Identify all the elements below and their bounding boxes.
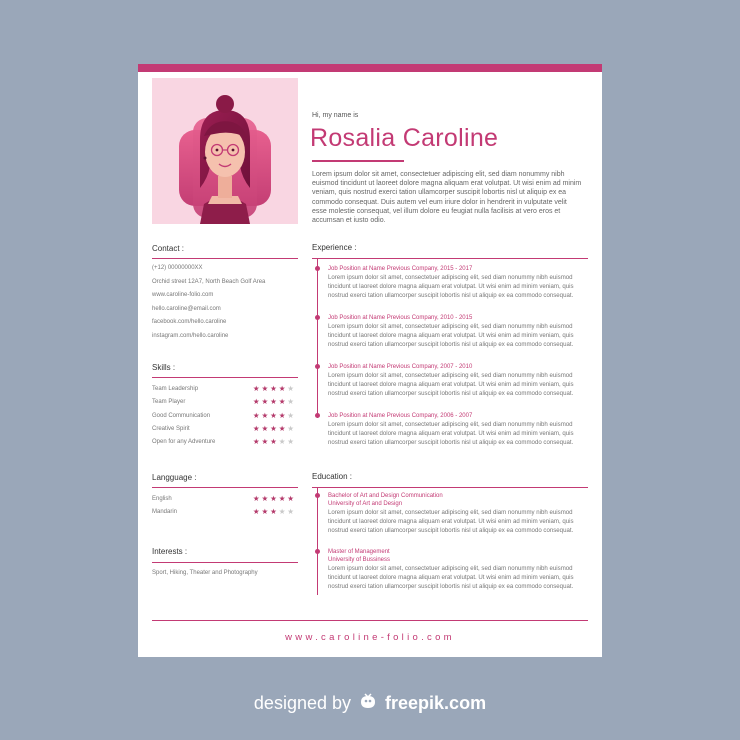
star-filled-icon: ★: [270, 423, 277, 433]
star-filled-icon: ★: [261, 423, 269, 433]
education-timeline: [317, 487, 318, 595]
star-empty-icon: ★: [287, 437, 295, 447]
job-title: Job Position at Name Previous Company, 2007 - 2010: [328, 364, 473, 370]
profile-photo: [152, 78, 298, 224]
language-rating: [252, 508, 295, 516]
skills-list: [152, 385, 302, 451]
star-empty-icon: ★: [287, 423, 295, 433]
credit-prefix: designed by: [253, 693, 351, 713]
education-entry: [328, 548, 592, 591]
interests-text: Sport, Hiking, Theater and Photography: [152, 570, 258, 576]
star-filled-icon: ★: [252, 410, 260, 420]
job-description: Lorem ipsum dolor sit amet, consectetuer adipiscing elit, sed diam nonummy nibh euismod tincidunt ut laoreet dolore magna aliquam erat volutpat. Ut wisi enim ad minim veniam, quis nostrud exerci tation ullamcorper suscipit lobortis nisl ut aliquip ex ea commodo consequat.: [328, 274, 574, 299]
star-empty-icon: ★: [287, 384, 295, 393]
footer-divider: [152, 620, 588, 621]
timeline-dot: [315, 413, 320, 418]
contact-divider: [152, 258, 298, 259]
contact-facebook[interactable]: facebook.com/hello.caroline: [152, 319, 227, 325]
experience-divider: [312, 258, 588, 259]
experience-entry: [328, 314, 592, 349]
timeline-dot: [315, 493, 320, 498]
interests-divider: [152, 562, 298, 563]
experience-entry: [328, 363, 592, 398]
contact-instagram[interactable]: instagram.com/hello.caroline: [152, 332, 229, 339]
contact-list: [152, 264, 302, 345]
skill-label: Good Communication: [152, 412, 211, 419]
skill-label: Open for any Adventure: [152, 439, 216, 446]
freepik-logo-icon: [358, 693, 378, 711]
star-filled-icon: ★: [261, 410, 269, 420]
star-filled-icon: ★: [278, 397, 286, 407]
language-label: Mandarin: [152, 509, 178, 516]
credit-line: [0, 693, 740, 714]
interests-title: Interests :: [152, 547, 188, 556]
job-title: Job Position at Name Previous Company, 2006 - 2007: [328, 413, 473, 419]
credit-brand[interactable]: freepik.com: [385, 693, 487, 713]
skills-title: Skills :: [152, 363, 176, 372]
avatar-illustration: [152, 78, 298, 224]
star-filled-icon: ★: [278, 494, 286, 503]
job-title: Job Position at Name Previous Company, 2015 - 2017: [328, 266, 473, 272]
star-filled-icon: ★: [252, 494, 260, 503]
experience-entry: [328, 265, 592, 300]
star-filled-icon: ★: [252, 384, 260, 393]
star-empty-icon: ★: [287, 507, 295, 517]
skill-rating: [252, 385, 295, 393]
skill-row: [152, 425, 302, 438]
experience-timeline: [317, 258, 318, 418]
star-filled-icon: ★: [270, 494, 277, 503]
language-rating: [252, 495, 295, 503]
star-filled-icon: ★: [261, 494, 269, 503]
intro-paragraph: Lorem ipsum dolor sit amet, consectetuer adipiscing elit, sed diam nonummy nibh euismod tincidunt ut laoreet dolore magna aliquam erat volutpat. Ut wisi enim ad minim veniam, quis nostrud exerci tation ullamcorper suscipit lobortis nisl ut aliquip ex ea commodo consequat. Duis autem vel eum iriure dolor in hendrerit in vulputate velit esse molestie consequat, vel illum dolore eu feugiat nulla facilisis at vero eros et accumsan et iusto odio.: [312, 171, 582, 225]
skill-label: Team Player: [152, 399, 186, 406]
skill-rating: [252, 398, 295, 406]
language-list: [152, 495, 302, 522]
skill-row: [152, 385, 302, 398]
star-filled-icon: ★: [278, 384, 286, 393]
timeline-dot: [315, 266, 320, 271]
contact-address: Orchid street 12A7, North Beach Golf Area: [152, 278, 266, 285]
star-filled-icon: ★: [270, 397, 277, 407]
person-name: Rosalia Caroline: [310, 124, 499, 152]
job-description: Lorem ipsum dolor sit amet, consectetuer adipiscing elit, sed diam nonummy nibh euismod tincidunt ut laoreet dolore magna aliquam erat volutpat. Ut wisi enim ad minim veniam, quis nostrud exerci tation ullamcorper suscipit lobortis nisl ut aliquip ex ea commodo consequat.: [328, 323, 574, 348]
skill-label: Creative Spirit: [152, 425, 190, 432]
education-entry: [328, 492, 592, 535]
name-underline: [312, 160, 404, 162]
experience-title: Experience :: [312, 243, 357, 252]
top-accent-bar: [138, 64, 602, 72]
timeline-dot: [315, 315, 320, 320]
job-title: Job Position at Name Previous Company, 2010 - 2015: [328, 315, 473, 321]
greeting: Hi, my name is: [312, 112, 359, 119]
job-description: Lorem ipsum dolor sit amet, consectetuer adipiscing elit, sed diam nonummy nibh euismod tincidunt ut laoreet dolore magna aliquam erat volutpat. Ut wisi enim ad minim veniam, quis nostrud exerci tation ullamcorper suscipit lobortis nisl ut aliquip ex ea commodo consequat.: [328, 372, 574, 397]
education-divider: [312, 487, 588, 488]
star-filled-icon: ★: [252, 507, 260, 517]
skill-rating: [252, 412, 295, 420]
star-filled-icon: ★: [261, 437, 269, 447]
language-row: [152, 508, 302, 521]
skills-divider: [152, 377, 298, 378]
school-name: University of Bussiness: [328, 557, 391, 563]
star-filled-icon: ★: [252, 437, 260, 447]
contact-email[interactable]: hello.caroline@email.com: [152, 305, 221, 312]
contact-website[interactable]: www.caroline-folio.com: [152, 292, 214, 298]
skill-rating: [252, 438, 295, 446]
skill-label: Team Leadership: [152, 386, 199, 392]
contact-title: Contact :: [152, 244, 185, 253]
experience-entry: [328, 412, 592, 447]
timeline-dot: [315, 364, 320, 369]
star-filled-icon: ★: [252, 397, 260, 407]
star-filled-icon: ★: [278, 410, 286, 420]
star-filled-icon: ★: [270, 437, 277, 447]
star-filled-icon: ★: [287, 494, 295, 503]
star-empty-icon: ★: [287, 397, 295, 407]
star-filled-icon: ★: [261, 397, 269, 407]
star-filled-icon: ★: [252, 423, 260, 433]
education-title: Education :: [312, 472, 353, 481]
star-empty-icon: ★: [287, 410, 295, 420]
star-filled-icon: ★: [278, 423, 286, 433]
job-description: Lorem ipsum dolor sit amet, consectetuer adipiscing elit, sed diam nonummy nibh euismod tincidunt ut laoreet dolore magna aliquam erat volutpat. Ut wisi enim ad minim veniam, quis nostrud exerci tation ullamcorper suscipit lobortis nisl ut aliquip ex ea commodo consequat.: [328, 421, 574, 446]
education-description: Lorem ipsum dolor sit amet, consectetuer adipiscing elit, sed diam nonummy nibh euismod tincidunt ut laoreet dolore magna aliquam erat volutpat. Ut wisi enim ad minim veniam, quis nostrud exerci tation ullamcorper suscipit lobortis nisl ut aliquip ex ea commodo consequat.: [328, 565, 574, 590]
resume-sheet: [138, 64, 602, 657]
skill-row: [152, 438, 302, 451]
language-row: [152, 495, 302, 508]
star-filled-icon: ★: [270, 410, 277, 420]
star-filled-icon: ★: [261, 384, 269, 393]
education-description: Lorem ipsum dolor sit amet, consectetuer adipiscing elit, sed diam nonummy nibh euismod tincidunt ut laoreet dolore magna aliquam erat volutpat. Ut wisi enim ad minim veniam, quis nostrud exerci tation ullamcorper suscipit lobortis nisl ut aliquip ex ea commodo consequat.: [328, 509, 574, 534]
school-name: University of Art and Design: [328, 501, 403, 507]
language-divider: [152, 487, 298, 488]
skill-row: [152, 412, 302, 425]
language-label: English: [152, 496, 172, 502]
degree-title: Master of Management: [328, 549, 390, 555]
skill-row: [152, 398, 302, 411]
star-filled-icon: ★: [261, 507, 269, 517]
star-empty-icon: ★: [278, 507, 286, 517]
contact-phone: (+12) 00000000XX: [152, 265, 203, 271]
language-title: Langguage :: [152, 473, 197, 482]
skill-rating: [252, 425, 295, 433]
star-empty-icon: ★: [278, 437, 286, 447]
footer-website[interactable]: www.caroline-folio.com: [285, 632, 455, 643]
timeline-dot: [315, 549, 320, 554]
star-filled-icon: ★: [270, 384, 277, 393]
star-filled-icon: ★: [270, 507, 277, 517]
degree-title: Bachelor of Art and Design Communication: [328, 493, 443, 499]
